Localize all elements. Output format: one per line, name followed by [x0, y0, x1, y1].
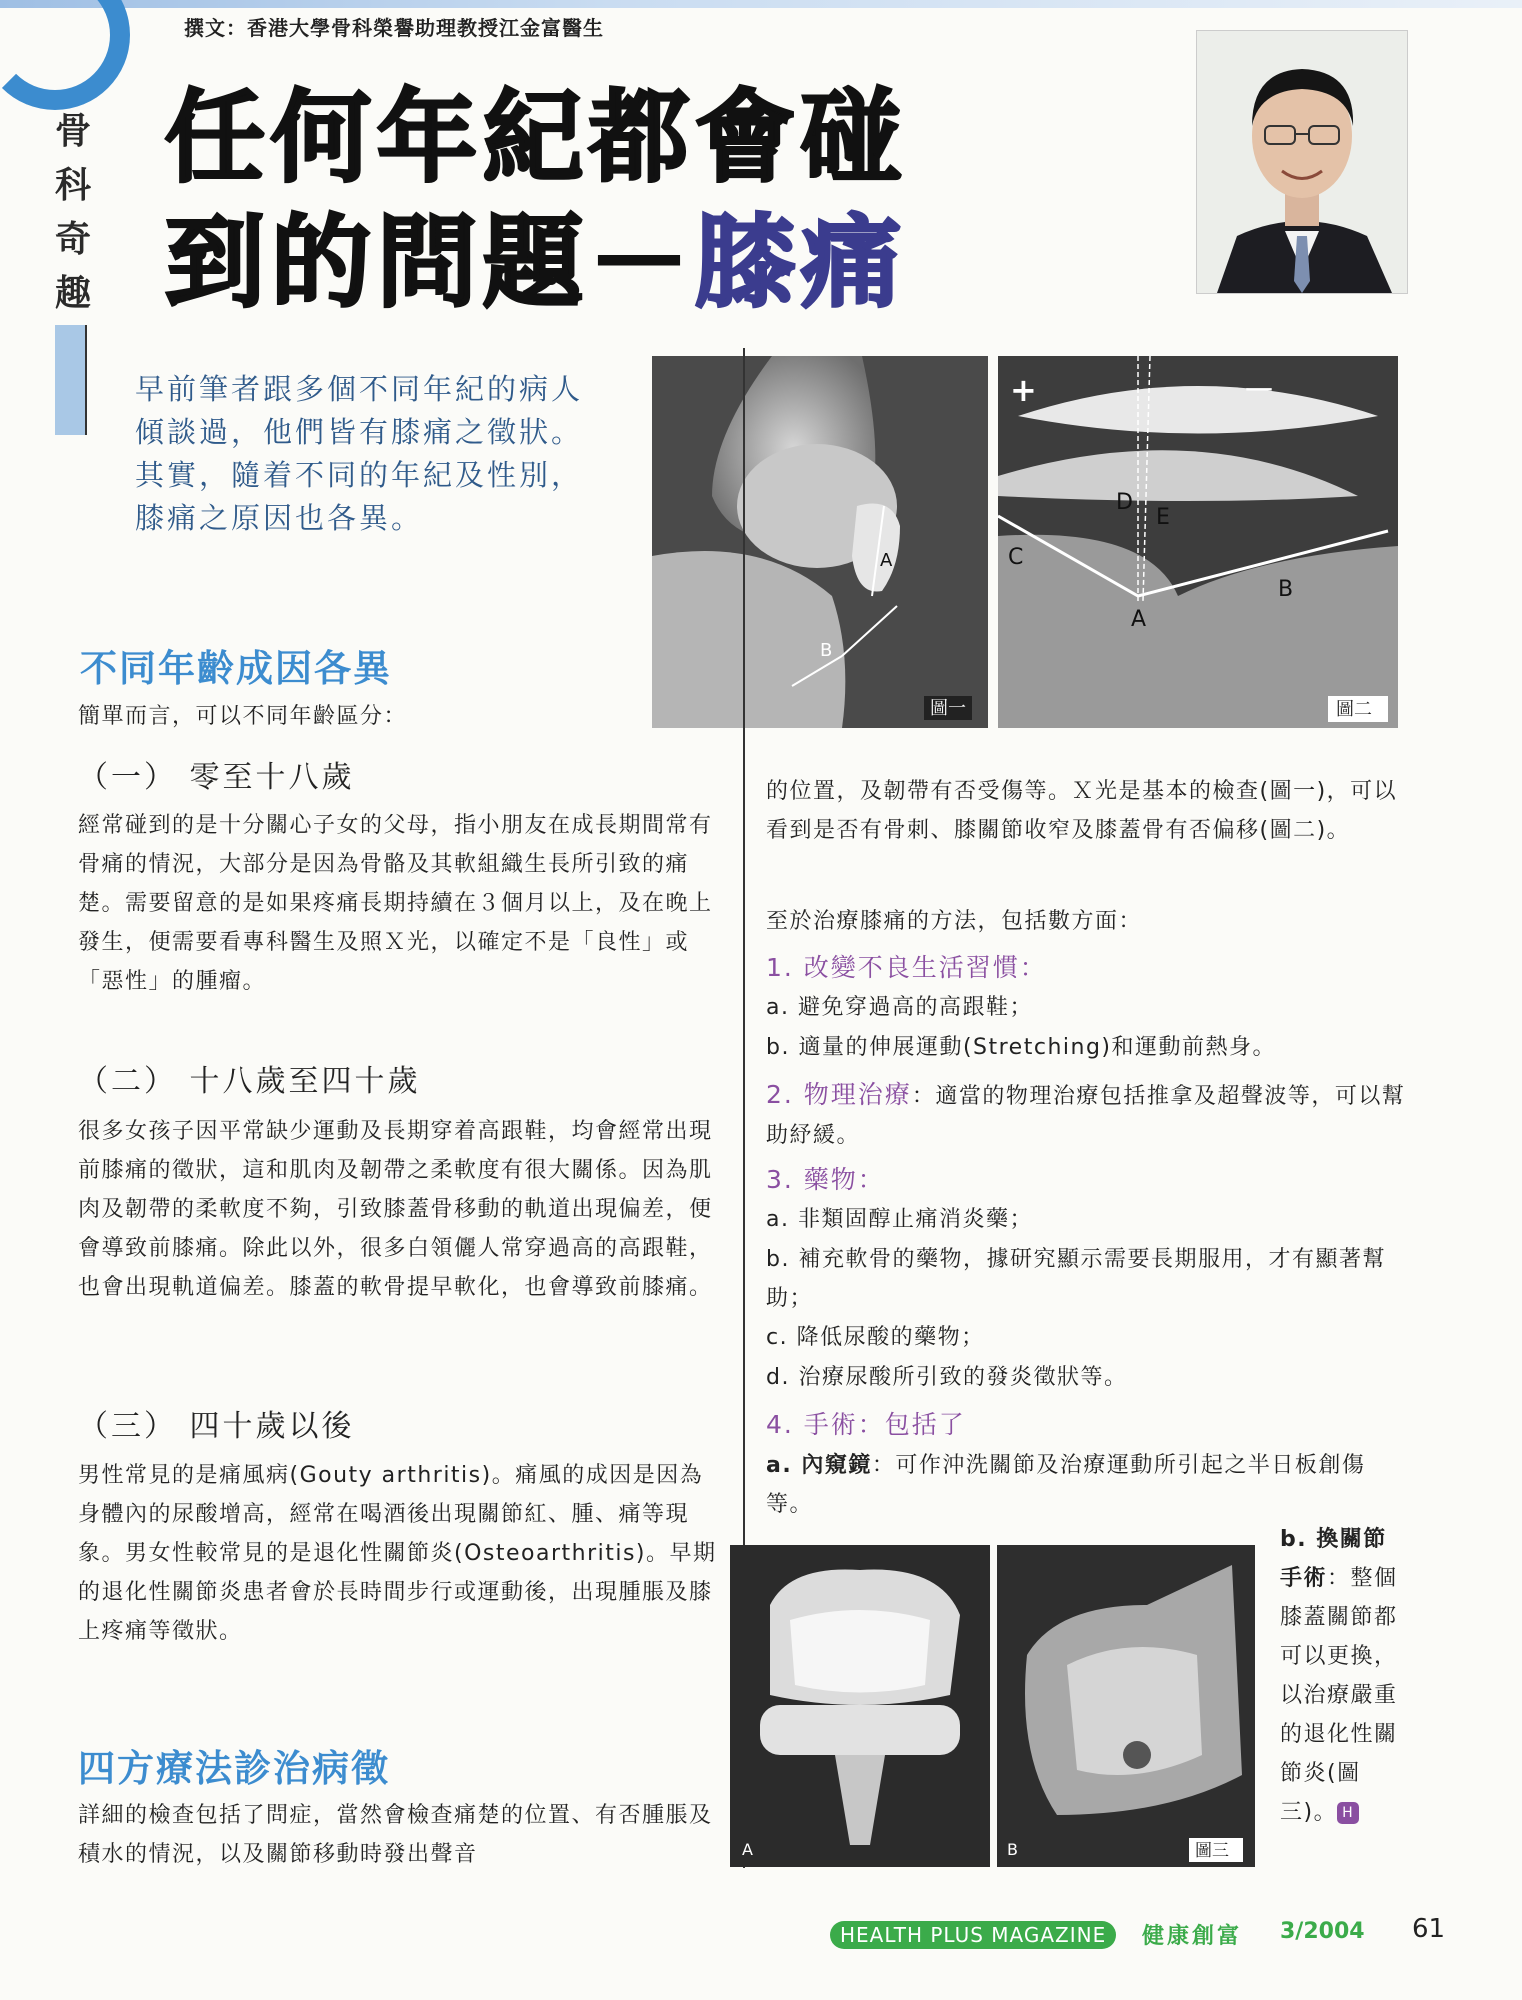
fig2-label-D: D	[1116, 490, 1133, 515]
treatment-item-3d: d. 治療尿酸所引致的發炎徵狀等。	[766, 1365, 1128, 1390]
title-line-2a: 到的問題－	[165, 204, 695, 321]
heading-four-treatments: 四方療法診治病徵	[78, 1747, 390, 1790]
figure-3b-illustration	[997, 1545, 1255, 1867]
footer-magazine-name: HEALTH PLUS MAGAZINE	[830, 1921, 1116, 1949]
footer-magazine-cn: 健康創富	[1142, 1924, 1243, 1949]
fig1-caption: 圖一	[930, 698, 966, 719]
treatment-item-3a: a. 非類固醇止痛消炎藥；	[766, 1207, 1033, 1232]
corner-arc-decoration	[0, 0, 130, 110]
treatment-replacement-label: b. 換關節手術	[1280, 1527, 1387, 1591]
fig2-minus: －	[1243, 371, 1276, 409]
fig2-label-B: B	[1278, 577, 1294, 602]
footer-issue-date: 3/2004	[1280, 1919, 1365, 1944]
fig2-label-E: E	[1156, 505, 1170, 530]
author-portrait-illustration	[1197, 31, 1407, 293]
treatment-physio-text: ：適當的物理治療包括推拿及超聲波等，可以幫助紓緩。	[766, 1084, 1406, 1148]
fig2-label-A: A	[1131, 607, 1147, 632]
fig1-label-A: A	[880, 550, 893, 571]
fig2-caption: 圖二	[1336, 699, 1372, 720]
paragraph-age-18-40: 很多女孩子因平常缺少運動及長期穿着高跟鞋，均會經常出現前膝痛的徵狀，這和肌肉及韌帶之柔軟度有很大關係。因為肌肉及韌帶的柔軟度不夠，引致膝蓋骨移動的軌道出現偏差，便會導致前膝痛。除此以外，很多白領儷人常穿過高的高跟鞋，也會出現軌道偏差。膝蓋的軟骨提早軟化，也會導致前膝痛。	[78, 1119, 713, 1300]
subheading-age-18-40: （二） 十八歲至四十歲	[78, 1064, 421, 1099]
page-title	[165, 75, 907, 325]
figure-2-xray	[998, 356, 1398, 728]
lead-text: 簡單而言，可以不同年齡區分：	[78, 704, 408, 729]
top-decorative-bar	[0, 0, 1522, 8]
section-tab-label: 骨科奇趣	[55, 111, 92, 314]
figure-3a-implant	[730, 1545, 990, 1867]
fig2-plus: +	[1010, 371, 1037, 409]
figure-1-illustration	[652, 356, 988, 728]
treatment-heading-physio: 2. 物理治療	[766, 1080, 912, 1109]
paragraph-xray-exam: 的位置，及韌帶有否受傷等。Ｘ光是基本的檢查(圖一)，可以看到是否有骨刺、膝關節收窄及膝蓋骨有否偏移(圖二)。	[766, 779, 1398, 843]
treatment-item-1a: a. 避免穿過高的高跟鞋；	[766, 995, 1033, 1020]
treatment-physio	[766, 1075, 1406, 1155]
paragraph-examination: 詳細的檢查包括了問症，當然會檢查痛楚的位置、有否腫脹及積水的情況，以及關節移動時發出聲音	[78, 1803, 713, 1867]
figure-3a-illustration	[730, 1545, 990, 1867]
treatment-heading-surgery: 4. 手術：包括了	[766, 1410, 966, 1439]
treatment-item-3c: c. 降低尿酸的藥物；	[766, 1325, 985, 1350]
treatment-item-4a	[766, 1446, 1406, 1524]
section-tab-bar	[55, 325, 87, 435]
paragraph-age-40-plus: 男性常見的是痛風病(Gouty arthritis)。痛風的成因是因為身體內的尿酸增高，經常在喝酒後出現關節紅、腫、痛等現象。男女性較常見的是退化性關節炎(Osteoarthritis)。早期的退化性關節炎患者會於長時間步行或運動後，出現腫脹及膝上疼痛等徵狀。	[78, 1463, 717, 1644]
end-mark-icon: H	[1337, 1802, 1359, 1824]
paragraph-treatment-intro: 至於治療膝痛的方法，包括數方面：	[766, 909, 1143, 934]
treatment-heading-lifestyle: 1. 改變不良生活習慣：	[766, 953, 1047, 982]
fig3-label-B: B	[1007, 1840, 1018, 1859]
treatment-replacement-text: ：整個膝蓋關節都可以更換，以治療嚴重的退化性關節炎(圖三)。	[1280, 1566, 1398, 1825]
subheading-age-0-18: （一） 零至十八歲	[78, 760, 355, 795]
treatment-item-3b: b. 補充軟骨的藥物，據研究顯示需要長期服用，才有顯著幫助；	[766, 1247, 1386, 1311]
treatment-item-1b: b. 適量的伸展運動(Stretching)和運動前熱身。	[766, 1035, 1276, 1060]
intro-paragraph: 早前筆者跟多個不同年紀的病人傾談過，他們皆有膝痛之徵狀。其實，隨着不同的年紀及性別，膝痛之原因也各異。	[135, 372, 584, 535]
treatment-item-4b	[1280, 1520, 1410, 1832]
figure-2-illustration	[998, 356, 1398, 728]
title-line-2	[165, 200, 907, 325]
heading-age-causes: 不同年齡成因各異	[80, 647, 392, 690]
page-number: 61	[1412, 1914, 1446, 1944]
fig1-label-B: B	[820, 640, 833, 661]
treatment-arthroscopy-text: ：可作沖洗關節及治療運動所引起之半日板創傷等。	[766, 1453, 1366, 1517]
treatment-arthroscopy-label: a. 內窺鏡	[766, 1453, 872, 1478]
treatment-heading-medication: 3. 藥物：	[766, 1165, 885, 1194]
paragraph-age-0-18: 經常碰到的是十分關心子女的父母，指小朋友在成長期間常有骨痛的情況，大部分是因為骨骼及其軟組織生長所引致的痛楚。需要留意的是如果疼痛長期持續在３個月以上，及在晚上發生，便需要看專科醫生及照Ｘ光，以確定不是「良性」或「惡性」的腫瘤。	[78, 813, 713, 994]
figure-3b-implant	[997, 1545, 1255, 1867]
title-highlight: 膝痛	[695, 204, 907, 321]
subheading-age-40-plus: （三） 四十歲以後	[78, 1409, 355, 1444]
fig3-label-A: A	[742, 1840, 753, 1859]
author-portrait	[1196, 30, 1408, 294]
byline: 撰文：香港大學骨科榮譽助理教授江金富醫生	[184, 16, 604, 40]
fig3-caption: 圖三	[1195, 1841, 1229, 1861]
figure-1-xray	[652, 356, 988, 728]
fig2-label-C: C	[1008, 545, 1024, 570]
title-line-1: 任何年紀都會碰	[165, 79, 907, 196]
